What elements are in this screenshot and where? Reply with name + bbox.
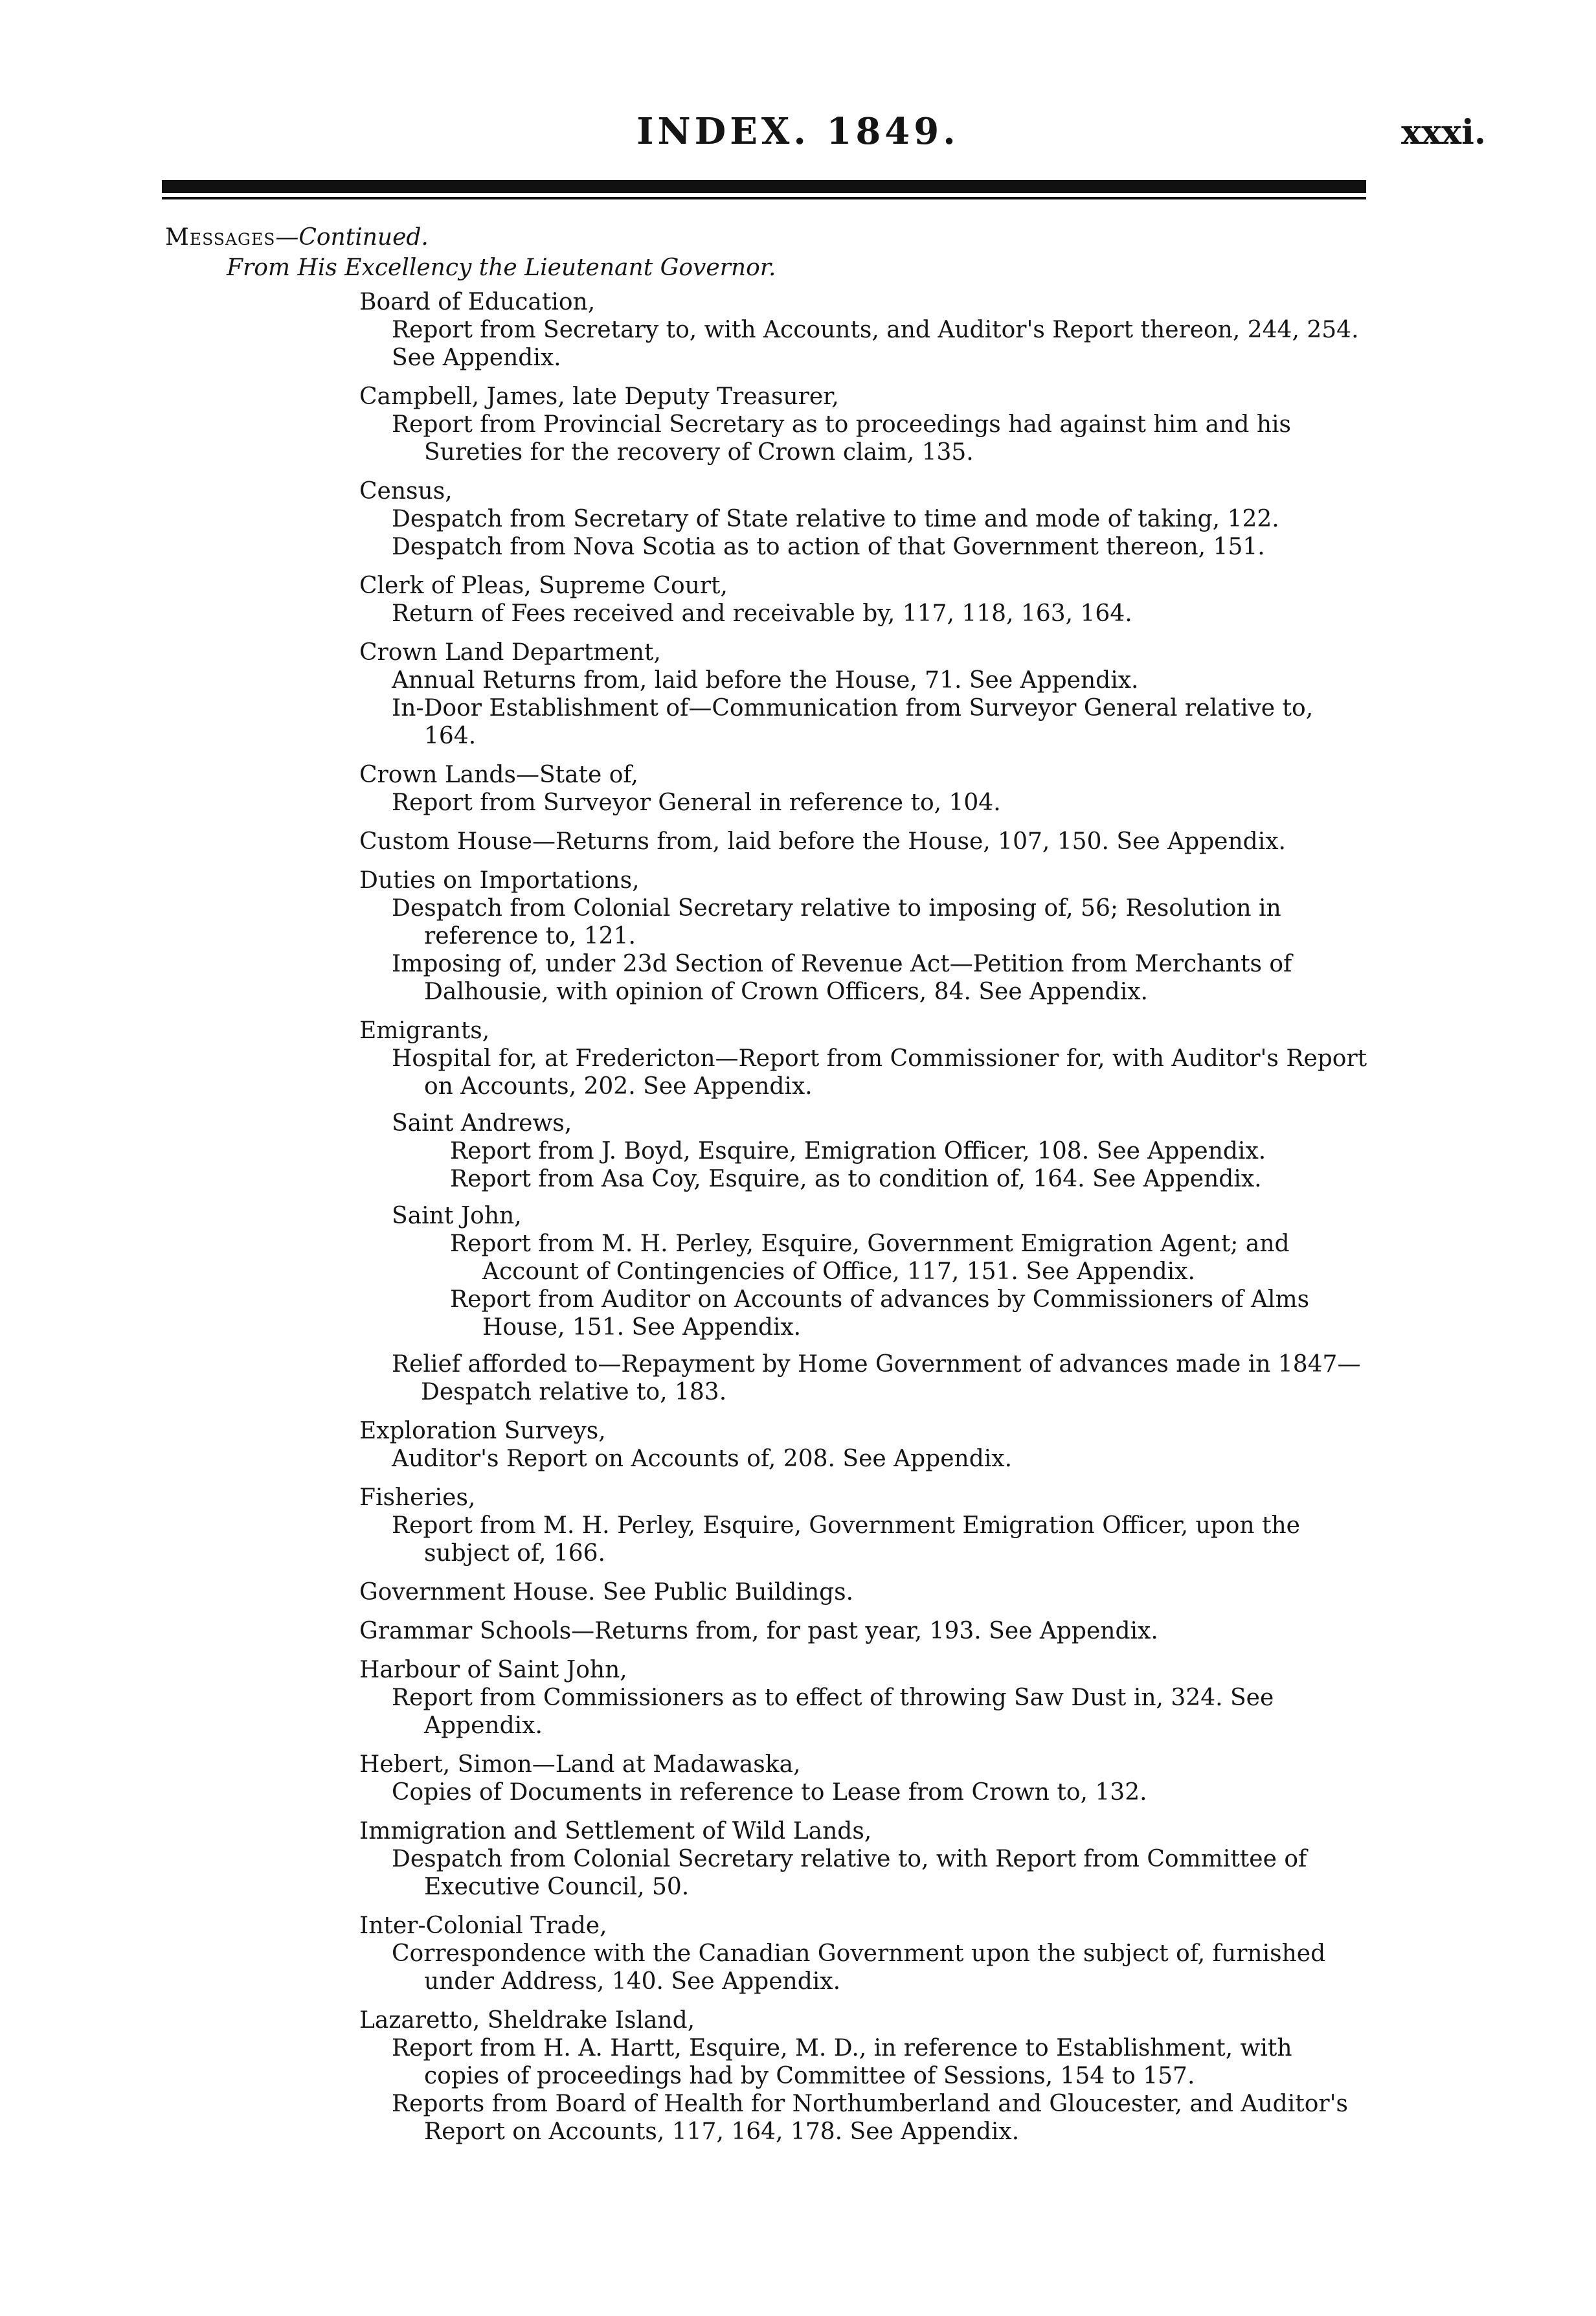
index-entry <box>165 1617 1369 1645</box>
index-entry <box>165 1578 1369 1606</box>
entry-title: Inter-Colonial Trade, <box>359 1913 607 1939</box>
entry-line: Return of Fees received and receivable by, 117, 118, 163, 164. <box>392 600 1132 627</box>
index-entry <box>165 761 1369 817</box>
page-number: xxxi. <box>1401 113 1486 152</box>
entry-line: Despatch from Colonial Secretary relative to, with Report from Committee of Executive Council, 50. <box>392 1846 1307 1900</box>
index-entry <box>165 2006 1369 2146</box>
section-title: Messages <box>165 224 276 251</box>
index-entry <box>165 828 1369 856</box>
section-continued: —Continued. <box>275 224 429 251</box>
entry-title: Clerk of Pleas, Supreme Court, <box>359 573 728 599</box>
entry-line: See Appendix. <box>392 345 561 371</box>
entry-title: Campbell, James, late Deputy Treasurer, <box>359 383 839 410</box>
entry-line: Auditor's Report on Accounts of, 208. See Appendix. <box>392 1446 1013 1472</box>
entry-line: Despatch from Colonial Secretary relative to imposing of, 56; Resolution in reference to, 121. <box>392 895 1281 949</box>
entry-title: Census, <box>359 478 453 505</box>
entry-line: Report from Secretary to, with Accounts, and Auditor's Report thereon, 244, 254. <box>392 317 1359 343</box>
entry-subheading: Saint John, <box>392 1203 522 1229</box>
entry-title: Emigrants, <box>359 1017 490 1044</box>
section-heading <box>165 223 1369 251</box>
entry-subline: Report from Asa Coy, Esquire, as to condition of, 164. See Appendix. <box>450 1166 1262 1192</box>
entry-title: Harbour of Saint John, <box>359 1657 627 1683</box>
entry-line: Despatch from Secretary of State relative to time and mode of taking, 122. <box>392 506 1279 532</box>
index-entry <box>165 1417 1369 1473</box>
entry-subline: Report from Auditor on Accounts of advances by Commissioners of Alms House, 151. See Appendix. <box>450 1286 1310 1341</box>
index-entry <box>165 1017 1369 1406</box>
entry-line: Copies of Documents in reference to Lease from Crown to, 132. <box>392 1779 1147 1806</box>
entry-line: Annual Returns from, laid before the House, 71. See Appendix. <box>392 667 1139 694</box>
index-entry <box>165 1656 1369 1740</box>
entry-subline: Report from M. H. Perley, Esquire, Government Emigration Agent; and Account of Contingencies of Office, 117, 151. See Appendix. <box>450 1231 1290 1285</box>
index-entry <box>165 1912 1369 1995</box>
entry-line: Imposing of, under 23d Section of Revenue Act—Petition from Merchants of Dalhousie, with opinion of Crown Officers, 84. See Appendix. <box>392 951 1292 1005</box>
entry-line: Reports from Board of Health for Northumberland and Gloucester, and Auditor's Report on Accounts, 117, 164, 178. See Appendix. <box>392 2091 1348 2145</box>
entry-line: Report from H. A. Hartt, Esquire, M. D., in reference to Establishment, with copies of proceedings had by Committee of Sessions, 154 to 157. <box>392 2035 1292 2089</box>
index-entry <box>165 1751 1369 1806</box>
entry-title: Lazaretto, Sheldrake Island, <box>359 2007 695 2034</box>
index-entry <box>165 383 1369 466</box>
entry-line: Report from Provincial Secretary as to proceedings had against him and his Sureties for the recovery of Crown claim, 135. <box>392 411 1291 466</box>
entry-title: Duties on Importations, <box>359 867 640 894</box>
index-content <box>165 223 1369 2157</box>
entry-title: Exploration Surveys, <box>359 1418 606 1444</box>
index-entry <box>165 1484 1369 1567</box>
entry-title: Custom House—Returns from, laid before the House, 107, 150. See Appendix. <box>359 828 1286 855</box>
entry-title: Government House. See Public Buildings. <box>359 1579 854 1606</box>
entry-title: Immigration and Settlement of Wild Lands, <box>359 1818 872 1845</box>
entry-subheading: Relief afforded to—Repayment by Home Government of advances made in 1847—Despatch relative to, 183. <box>392 1351 1361 1405</box>
entry-subheading: Saint Andrews, <box>392 1110 572 1137</box>
index-entries <box>165 288 1369 2146</box>
entry-line: Report from M. H. Perley, Esquire, Government Emigration Officer, upon the subject of, 166. <box>392 1512 1300 1567</box>
entry-line: Correspondence with the Canadian Government upon the subject of, furnished under Address, 140. See Appendix. <box>392 1940 1326 1995</box>
entry-title: Board of Education, <box>359 289 596 315</box>
entry-line: Despatch from Nova Scotia as to action of that Government thereon, 151. <box>392 534 1265 560</box>
index-entry <box>165 639 1369 750</box>
entry-line: In-Door Establishment of—Communication from Surveyor General relative to, 164. <box>392 695 1314 749</box>
entry-title: Crown Land Department, <box>359 639 661 666</box>
subsection-heading: From His Excellency the Lieutenant Governor. <box>227 255 776 281</box>
entry-title: Hebert, Simon—Land at Madawaska, <box>359 1751 801 1778</box>
entry-title: Crown Lands—State of, <box>359 762 638 788</box>
page-header <box>0 110 1596 162</box>
entry-line: Report from Surveyor General in reference to, 104. <box>392 789 1001 816</box>
entry-line: Hospital for, at Fredericton—Report from Commissioner for, with Auditor's Report on Accounts, 202. See Appendix. <box>392 1045 1367 1100</box>
index-entry <box>165 572 1369 628</box>
running-title: INDEX. 1849. <box>636 110 960 153</box>
entry-line: Report from Commissioners as to effect of throwing Saw Dust in, 324. See Appendix. <box>392 1685 1274 1739</box>
index-entry <box>165 867 1369 1006</box>
entry-title: Grammar Schools—Returns from, for past year, 193. See Appendix. <box>359 1618 1158 1644</box>
entry-subline: Report from J. Boyd, Esquire, Emigration Officer, 108. See Appendix. <box>450 1138 1266 1164</box>
index-entry <box>165 1817 1369 1901</box>
index-entry <box>165 288 1369 372</box>
header-rule-thick <box>162 180 1366 193</box>
header-rule-thin <box>162 197 1366 199</box>
index-entry <box>165 477 1369 561</box>
entry-title: Fisheries, <box>359 1484 476 1511</box>
